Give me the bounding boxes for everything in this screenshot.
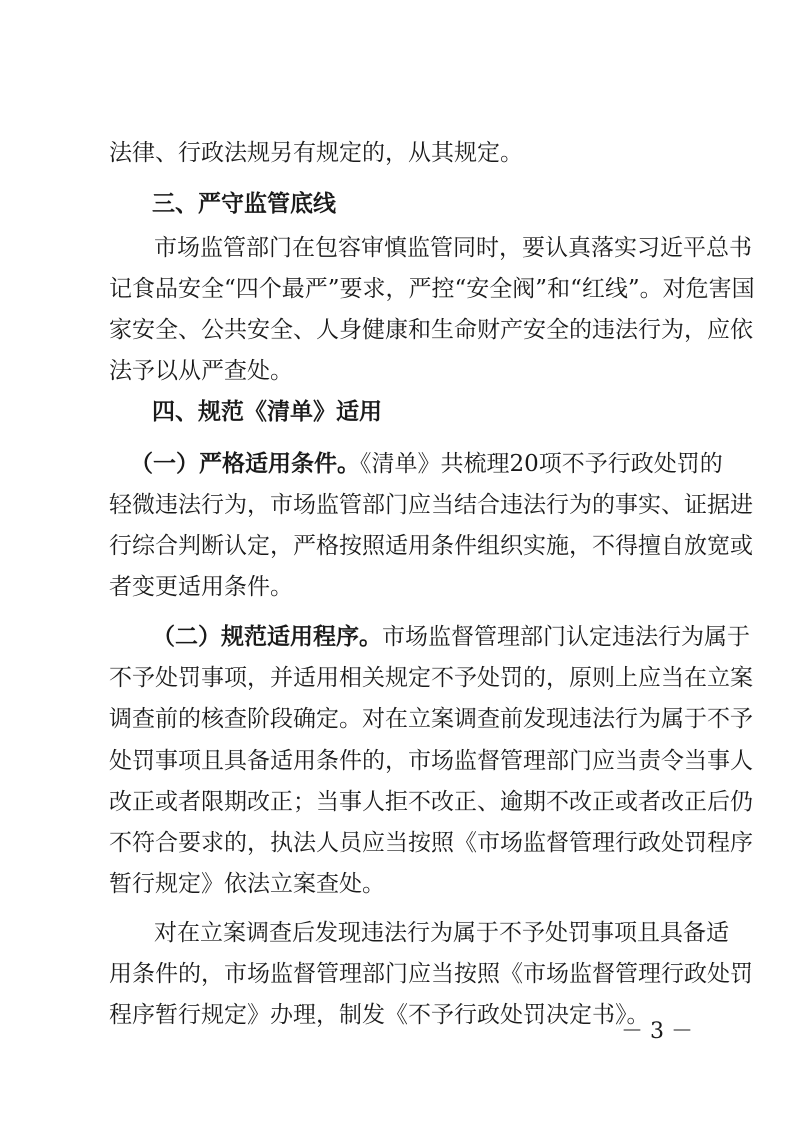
body-text-line: 记 食 品 安 全 “ 四 个 最 严 ” 要 求 ， 严 控 “ 安 全 阀 ” 和 “ 红 线 ” 。 对 危 害 国: [109, 276, 755, 302]
body-text-line: 法予以从严查处。: [109, 358, 293, 384]
section-heading-4: 四、规范《清单》适用: [152, 399, 382, 425]
item-1-label: （一）严格适用条件。: [130, 450, 360, 477]
body-text-line: 市 场 监 管 部 门 在 包 容 审 慎 监 管 同 时 ， 要 认 真 落 实 习 近 平 总 书: [154, 235, 752, 261]
body-text-line: 不 符 合 要 求 的 ， 执 法 人 员 应 当 按 照 《 市 场 监 督 管 理 行 政 处 罚 程 序: [109, 830, 753, 856]
body-text-line: 程序暂行规定》办理，制发《不予行政处罚决定书》。: [109, 1002, 650, 1028]
body-text-line: 暂行规定》依法立案查处。: [109, 871, 385, 897]
item-2-text: 市场监督管理部门认定违法行为属于: [382, 624, 750, 650]
body-text-line: 家 安 全 、 公 共 安 全 、 人 身 健 康 和 生 命 财 产 安 全 的 违 法 行 为 ， 应 依: [109, 317, 753, 343]
item-1-first-line: [130, 449, 723, 479]
section-heading-3: 三、严守监管底线: [152, 191, 336, 217]
body-text-line: 对 在 立 案 调 查 后 发 现 违 法 行 为 属 于 不 予 处 罚 事 项 且 具 备 适: [154, 920, 729, 946]
page-number: － 3 －: [621, 1019, 693, 1044]
item-1-text: 《清单》共梳理20项不予行政处罚的: [360, 451, 723, 477]
item-2-first-line: [152, 622, 750, 652]
body-text-line: 不 予 处 罚 事 项 ， 并 适 用 相 关 规 定 不 予 处 罚 的 ， 原 则 上 应 当 在 立 案: [109, 665, 753, 691]
body-text-line: 用 条 件 的 ， 市 场 监 督 管 理 部 门 应 当 按 照 《 市 场 监 督 管 理 行 政 处 罚: [109, 961, 753, 987]
body-text-line: 轻 微 违 法 行 为 ， 市 场 监 管 部 门 应 当 结 合 违 法 行 为 的 事 实 、 证 据 进: [109, 492, 753, 518]
body-text-line: 处 罚 事 项 且 具 备 适 用 条 件 的 ， 市 场 监 督 管 理 部 门 应 当 责 令 当 事 人: [109, 748, 753, 774]
body-text-line: 者变更适用条件。: [109, 574, 293, 600]
body-text-line: 行 综 合 判 断 认 定 ， 严 格 按 照 适 用 条 件 组 织 实 施 ， 不 得 擅 自 放 宽 或: [109, 533, 753, 559]
body-text-line: 改 正 或 者 限 期 改 正 ； 当 事 人 拒 不 改 正 、 逾 期 不 改 正 或 者 改 正 后 仍: [109, 789, 753, 815]
body-text-line: 调 查 前 的 核 查 阶 段 确 定 。 对 在 立 案 调 查 前 发 现 违 法 行 为 属 于 不 予: [109, 706, 753, 732]
item-2-label: （二）规范适用程序。: [152, 623, 382, 650]
body-text-line: 法律、行政法规另有规定的，从其规定。: [109, 140, 523, 166]
